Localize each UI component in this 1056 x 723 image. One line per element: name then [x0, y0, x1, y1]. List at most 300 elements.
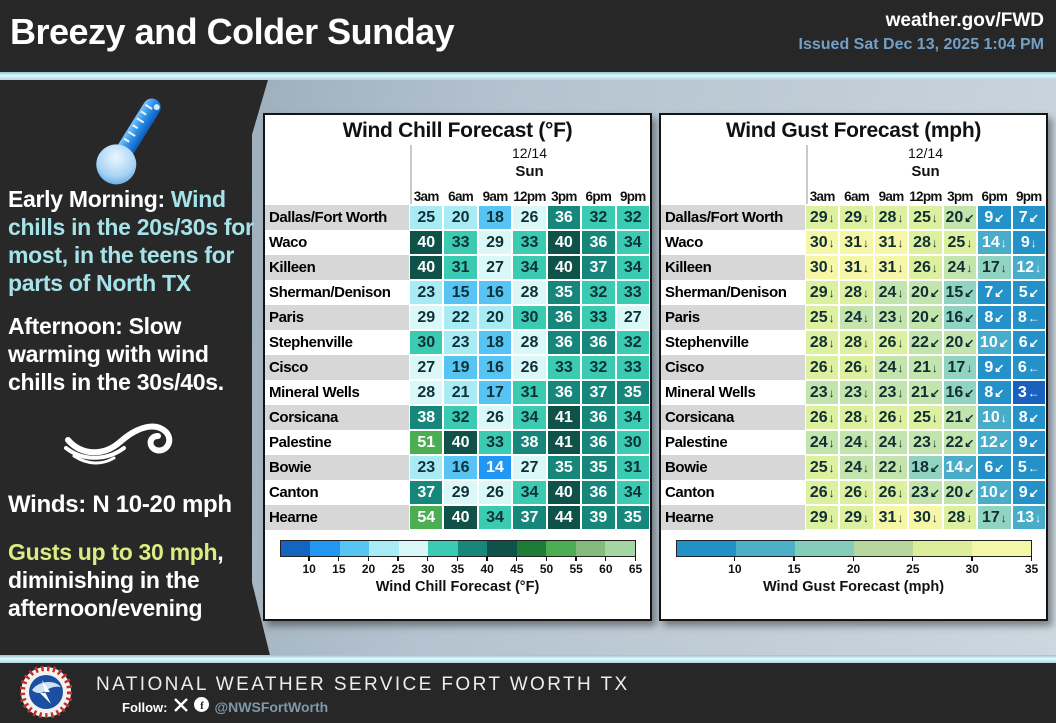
value-cell [806, 306, 838, 329]
time-label: 3pm [947, 189, 973, 204]
header-date: 12/14 [511, 145, 548, 161]
website-link: weather.gov/FWD [885, 10, 1044, 31]
value-cell [944, 206, 976, 229]
legend-segment [428, 541, 458, 556]
wind-direction-arrow-icon: ↓ [863, 310, 870, 325]
value-cell [617, 306, 649, 329]
value-cell [978, 431, 1010, 454]
value-cell [840, 431, 872, 454]
table-row [265, 455, 650, 480]
location-label: Stephenville [265, 330, 409, 355]
value-cell [444, 206, 476, 229]
value-cell [410, 481, 442, 504]
cell-value: 5 [1018, 283, 1028, 301]
legend [676, 540, 1039, 595]
value-cell [582, 456, 614, 479]
value-cell [548, 506, 580, 529]
cell-value: 29 [844, 508, 863, 526]
legend-tick-label: 25 [906, 562, 920, 576]
value-cell [479, 231, 511, 254]
value-cell [582, 356, 614, 379]
table-header [661, 145, 1046, 204]
cell-value: 23 [417, 283, 436, 301]
value-cell [840, 231, 872, 254]
wind-direction-arrow-icon: ↓ [863, 260, 870, 275]
value-cell [617, 431, 649, 454]
cell-value: 34 [623, 408, 642, 426]
footer-follow [122, 697, 328, 717]
wind-direction-arrow-icon: ↓ [897, 335, 904, 350]
value-cell [909, 506, 941, 529]
cell-value: 36 [589, 433, 608, 451]
legend-segment [399, 541, 429, 556]
legend-tick-label: 10 [302, 562, 316, 576]
wind-direction-arrow-icon: ↓ [828, 335, 835, 350]
wind-direction-arrow-icon: ↓ [966, 510, 973, 525]
value-cell [444, 456, 476, 479]
cell-value: 35 [555, 458, 573, 476]
value-cell [909, 281, 941, 304]
value-cell [1013, 231, 1045, 254]
wind-direction-arrow-icon: ↓ [897, 510, 904, 525]
legend-tick-label: 40 [480, 562, 494, 576]
table-row [265, 230, 650, 255]
legend-segment [310, 541, 340, 556]
value-cell [978, 281, 1010, 304]
cell-value: 27 [520, 458, 539, 476]
times-row [805, 182, 1046, 204]
wind-direction-arrow-icon: ↓ [897, 310, 904, 325]
value-cell [978, 381, 1010, 404]
value-cell [944, 456, 976, 479]
value-cell [548, 356, 580, 379]
cell-value: 31 [844, 258, 863, 276]
legend-segment [913, 541, 972, 556]
value-cell [875, 481, 907, 504]
cell-value: 23 [451, 333, 470, 351]
cell-value: 34 [486, 508, 504, 526]
table-row [661, 505, 1046, 530]
cell-value: 33 [589, 308, 608, 326]
cell-value: 26 [913, 258, 931, 276]
value-cell [944, 231, 976, 254]
wind-direction-arrow-icon: ↓ [931, 260, 938, 275]
wind-direction-arrow-icon: ↓ [931, 235, 938, 250]
location-label: Mineral Wells [265, 380, 409, 405]
cell-value: 23 [878, 308, 897, 326]
value-cell [806, 256, 838, 279]
location-label: Dallas/Fort Worth [661, 205, 805, 230]
value-cell [479, 506, 511, 529]
cell-value: 32 [589, 283, 608, 301]
cell-value: 31 [844, 233, 863, 251]
cell-value: 34 [520, 483, 539, 501]
legend-tick [971, 556, 973, 561]
cell-value: 6 [1017, 358, 1027, 376]
value-cell [909, 231, 941, 254]
cell-value: 26 [809, 408, 828, 426]
nws-logo [20, 666, 72, 723]
cell-value: 22 [945, 433, 964, 451]
wind-direction-arrow-icon: ↓ [1000, 510, 1007, 525]
cell-value: 9 [1020, 233, 1030, 251]
wind-direction-arrow-icon: ↙ [994, 310, 1005, 325]
value-cell [806, 456, 838, 479]
wind-direction-arrow-icon: ↙ [1028, 435, 1039, 450]
cell-value: 39 [589, 508, 608, 526]
cell-value: 22 [451, 308, 470, 326]
wind-direction-arrow-icon: ↓ [828, 385, 835, 400]
cell-value: 20 [945, 483, 964, 501]
cell-value: 14 [981, 233, 1000, 251]
cell-value: 29 [417, 308, 436, 326]
value-cell [1013, 406, 1045, 429]
table-row [265, 405, 650, 430]
value-cell [875, 331, 907, 354]
legend-tick [575, 556, 577, 561]
cell-value: 23 [913, 433, 931, 451]
wind-direction-arrow-icon: ↓ [1035, 510, 1042, 525]
cell-value: 8 [984, 308, 994, 326]
cell-value: 9 [1018, 433, 1028, 451]
wind-direction-arrow-icon: ↓ [863, 510, 870, 525]
value-cell [875, 406, 907, 429]
wind-direction-arrow-icon: ↓ [828, 285, 835, 300]
legend-bar [280, 540, 636, 557]
table-row [661, 255, 1046, 280]
location-label: Palestine [661, 430, 805, 455]
cell-value: 12 [1016, 258, 1035, 276]
wind-direction-arrow-icon: ↙ [964, 285, 975, 300]
cell-value: 30 [913, 508, 931, 526]
value-cell [978, 256, 1010, 279]
wind-direction-arrow-icon: ↙ [998, 485, 1009, 500]
header-day: Sun [911, 163, 940, 180]
value-cell [909, 356, 941, 379]
wind-direction-arrow-icon: ↙ [1028, 410, 1039, 425]
value-cell [806, 281, 838, 304]
wind-direction-arrow-icon: ↓ [966, 235, 973, 250]
value-cell [875, 281, 907, 304]
value-cell [944, 406, 976, 429]
cell-value: 6 [1018, 333, 1028, 351]
wind-direction-arrow-icon: ↓ [828, 260, 835, 275]
value-cell [875, 231, 907, 254]
location-label: Killeen [265, 255, 409, 280]
cell-value: 25 [417, 208, 436, 226]
cell-value: 12 [979, 433, 998, 451]
wind-direction-arrow-icon: ↓ [931, 210, 938, 225]
cell-value: 20 [451, 208, 470, 226]
cell-value: 17 [981, 508, 1000, 526]
legend-tick-label: 25 [391, 562, 405, 576]
cell-value: 24 [947, 258, 966, 276]
time-label: 6pm [981, 189, 1008, 204]
value-cell [548, 406, 580, 429]
wind-direction-arrow-icon: ↓ [828, 235, 835, 250]
value-cell [513, 481, 545, 504]
cell-value: 31 [451, 258, 470, 276]
legend-bar [676, 540, 1032, 557]
cell-value: 33 [486, 433, 504, 451]
wind-direction-arrow-icon: ↓ [828, 210, 835, 225]
facebook-icon [194, 697, 209, 717]
value-cell [1013, 281, 1045, 304]
location-label: Waco [265, 230, 409, 255]
early-morning-highlight: Wind chills in the 20s/30s for most, in the teens for parts of North TX [8, 186, 254, 297]
value-cell [479, 356, 511, 379]
location-label: Corsicana [661, 405, 805, 430]
wind-direction-arrow-icon: ↓ [897, 235, 904, 250]
cell-value: 32 [623, 333, 642, 351]
cell-value: 31 [878, 233, 897, 251]
value-cell [909, 331, 941, 354]
wind-direction-arrow-icon: ↙ [998, 335, 1009, 350]
gusts-rest: , diminishing in the afternoon/evening [8, 539, 224, 622]
cell-value: 26 [809, 483, 828, 501]
wind-direction-arrow-icon: ↓ [863, 435, 870, 450]
wind-direction-arrow-icon: ↙ [994, 210, 1005, 225]
cell-value: 29 [451, 483, 470, 501]
cell-value: 20 [911, 283, 929, 301]
cell-value: 31 [623, 458, 642, 476]
value-cell [444, 231, 476, 254]
value-cell [806, 431, 838, 454]
value-cell [875, 306, 907, 329]
header-block [409, 145, 650, 204]
wind-direction-arrow-icon: ↓ [931, 360, 938, 375]
cell-value: 23 [417, 458, 436, 476]
cell-value: 31 [520, 383, 539, 401]
cell-value: 28 [520, 333, 539, 351]
cell-value: 29 [844, 208, 863, 226]
wind-direction-arrow-icon: ↓ [897, 485, 904, 500]
time-label: 9am [482, 189, 508, 204]
cell-value: 9 [984, 208, 994, 226]
table-row [661, 205, 1046, 230]
value-cell [513, 406, 545, 429]
value-cell [1013, 431, 1045, 454]
wind-direction-arrow-icon: ↓ [863, 335, 870, 350]
cell-value: 18 [486, 208, 504, 226]
table-row [265, 255, 650, 280]
cell-value: 36 [555, 308, 573, 326]
value-cell [479, 431, 511, 454]
thermometer-icon [86, 86, 172, 199]
cell-value: 23 [911, 483, 929, 501]
legend-tick-label: 35 [1024, 562, 1039, 576]
cell-value: 34 [623, 483, 642, 501]
value-cell [513, 206, 545, 229]
table-row [661, 230, 1046, 255]
wind-direction-arrow-icon: ↙ [998, 435, 1009, 450]
wind-direction-arrow-icon: ↓ [966, 260, 973, 275]
legend-tick [793, 556, 795, 561]
cell-value: 23 [878, 383, 897, 401]
value-cell [875, 356, 907, 379]
cell-value: 36 [589, 408, 608, 426]
value-cell [617, 381, 649, 404]
value-cell [840, 406, 872, 429]
cell-value: 51 [417, 433, 436, 451]
legend-tick-label: 10 [728, 562, 742, 576]
legend-segment [281, 541, 311, 556]
cell-value: 24 [878, 358, 897, 376]
value-cell [944, 356, 976, 379]
value-cell [548, 256, 580, 279]
cell-value: 25 [913, 408, 931, 426]
time-label: 9pm [619, 189, 646, 204]
table-row [661, 355, 1046, 380]
social-handle: @NWSFortWorth [214, 699, 329, 715]
value-cell [875, 256, 907, 279]
cell-value: 24 [844, 433, 863, 451]
legend-tick-label: 35 [450, 562, 465, 576]
cell-value: 25 [809, 458, 828, 476]
value-cell [410, 431, 442, 454]
value-cell [513, 281, 545, 304]
wind-direction-arrow-icon: ↓ [828, 510, 835, 525]
table-row [661, 330, 1046, 355]
table-row [265, 480, 650, 505]
cell-value: 34 [623, 258, 642, 276]
issued-timestamp: Issued Sat Dec 13, 2025 1:04 PM [798, 36, 1044, 53]
location-label: Cisco [265, 355, 409, 380]
cell-value: 28 [520, 283, 539, 301]
cell-value: 30 [623, 433, 642, 451]
value-cell [1013, 506, 1045, 529]
value-cell [444, 256, 476, 279]
cell-value: 35 [623, 383, 642, 401]
cell-value: 20 [486, 308, 504, 326]
cell-value: 5 [1017, 458, 1027, 476]
cell-value: 30 [417, 333, 436, 351]
value-cell [548, 431, 580, 454]
cell-value: 33 [555, 358, 573, 376]
legend-tick [605, 556, 607, 561]
cell-value: 21 [945, 408, 964, 426]
legend-tick-label: 30 [421, 562, 435, 576]
value-cell [582, 506, 614, 529]
panel-title: Wind Gust Forecast (mph) [725, 119, 982, 142]
wind-direction-arrow-icon: ↓ [863, 235, 870, 250]
cell-value: 26 [878, 408, 897, 426]
value-cell [617, 256, 649, 279]
wind-direction-arrow-icon: ↓ [897, 360, 904, 375]
cell-value: 29 [809, 283, 828, 301]
cell-value: 16 [945, 308, 964, 326]
cell-value: 15 [945, 283, 964, 301]
cell-value: 20 [911, 308, 929, 326]
value-cell [444, 506, 476, 529]
value-cell [479, 256, 511, 279]
cell-value: 28 [844, 283, 863, 301]
value-cell [1013, 481, 1045, 504]
value-cell [548, 231, 580, 254]
value-cell [909, 481, 941, 504]
cell-value: 16 [451, 458, 470, 476]
cell-value: 37 [417, 483, 436, 501]
wind-direction-arrow-icon: ↙ [929, 385, 940, 400]
wind-swirl-icon [60, 404, 178, 477]
value-cell [513, 431, 545, 454]
time-label: 3am [413, 189, 439, 204]
location-label: Paris [661, 305, 805, 330]
wind-direction-arrow-icon: ↙ [964, 310, 975, 325]
value-cell [978, 481, 1010, 504]
value-cell [513, 506, 545, 529]
value-cell [1013, 206, 1045, 229]
legend-segment [677, 541, 736, 556]
cell-value: 30 [809, 233, 828, 251]
wind-direction-arrow-icon: ↓ [828, 310, 835, 325]
location-label: Dallas/Fort Worth [265, 205, 409, 230]
value-cell [909, 406, 941, 429]
wind-direction-arrow-icon: ↓ [828, 435, 835, 450]
cell-value: 37 [520, 508, 539, 526]
value-cell [840, 281, 872, 304]
value-cell [548, 206, 580, 229]
cell-value: 40 [451, 508, 470, 526]
value-cell [909, 381, 941, 404]
legend-tick [635, 556, 637, 561]
value-cell [840, 481, 872, 504]
cell-value: 7 [1018, 208, 1028, 226]
cell-value: 24 [878, 433, 897, 451]
value-cell [410, 331, 442, 354]
cell-value: 20 [945, 208, 964, 226]
value-cell [909, 256, 941, 279]
legend-segment [605, 541, 635, 556]
value-cell [909, 431, 941, 454]
value-cell [548, 281, 580, 304]
wind-direction-arrow-icon: ↓ [897, 210, 904, 225]
cell-value: 29 [809, 508, 828, 526]
value-cell [479, 381, 511, 404]
wind-direction-arrow-icon: ← [1027, 460, 1040, 475]
cell-value: 26 [809, 358, 828, 376]
wind-direction-arrow-icon: ↙ [929, 460, 940, 475]
cell-value: 32 [451, 408, 470, 426]
cell-value: 8 [1017, 308, 1027, 326]
header-day: Sun [515, 163, 544, 180]
wind-direction-arrow-icon: ↙ [964, 410, 975, 425]
cell-value: 27 [486, 258, 504, 276]
table-row [661, 380, 1046, 405]
wind-direction-arrow-icon: ↙ [1028, 285, 1039, 300]
value-cell [410, 231, 442, 254]
wind-direction-arrow-icon: ↓ [1000, 260, 1007, 275]
cell-value: 16 [486, 283, 504, 301]
wind-direction-arrow-icon: ↙ [964, 210, 975, 225]
value-cell [944, 381, 976, 404]
location-label: Sherman/Denison [661, 280, 805, 305]
value-cell [617, 281, 649, 304]
footer-org-name: NATIONAL WEATHER SERVICE FORT WORTH TX [96, 674, 630, 695]
header-divider [410, 145, 412, 204]
location-label: Hearne [661, 505, 805, 530]
value-cell [479, 331, 511, 354]
value-cell [444, 356, 476, 379]
cell-value: 26 [520, 208, 539, 226]
legend-tick [516, 556, 518, 561]
wind-direction-arrow-icon: ↙ [929, 335, 940, 350]
cell-value: 15 [451, 283, 470, 301]
header-block [805, 145, 1046, 204]
value-cell [444, 381, 476, 404]
cell-value: 36 [555, 333, 573, 351]
value-cell [978, 331, 1010, 354]
